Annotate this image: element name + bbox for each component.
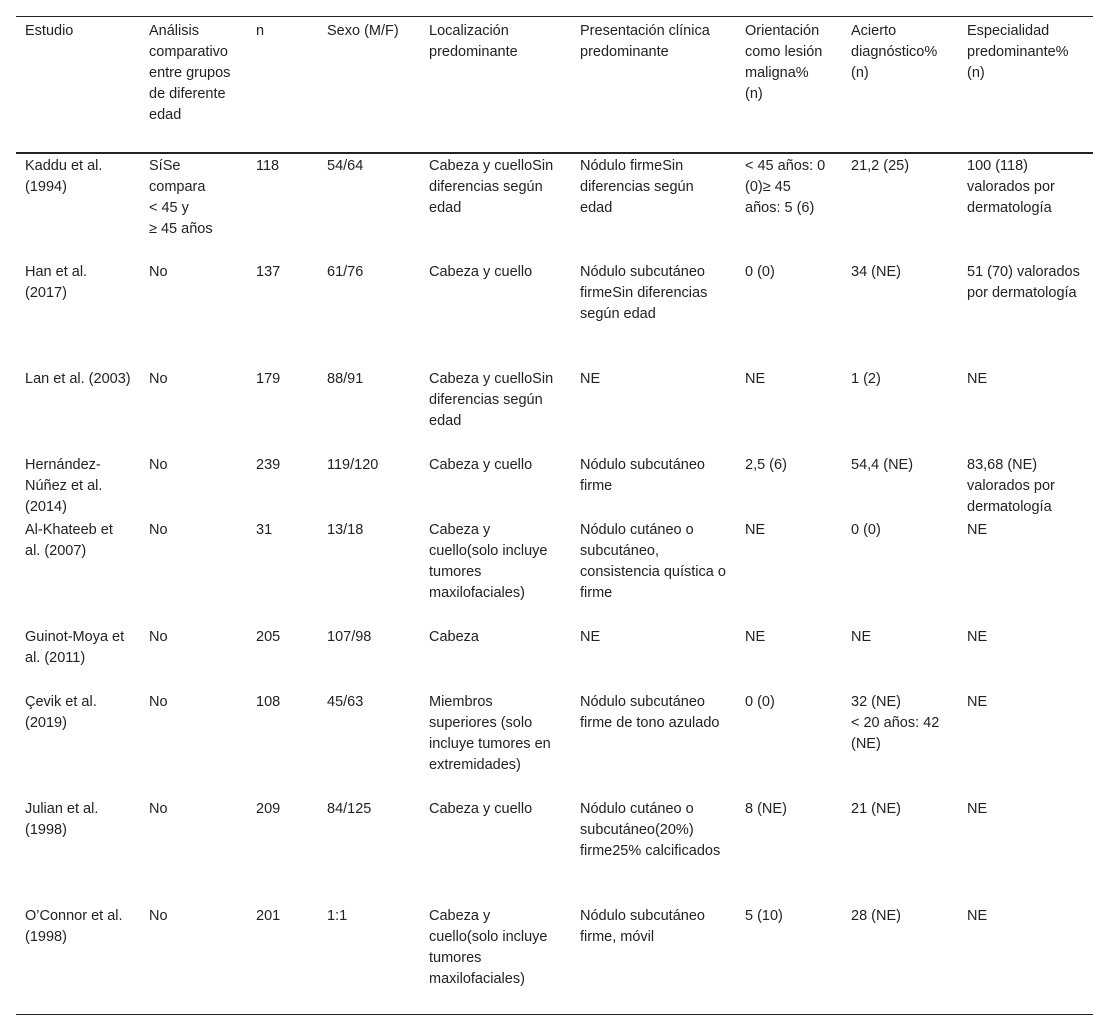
cell-acierto: 34 (NE) [851, 263, 901, 280]
header-estudio: Estudio [25, 23, 74, 39]
cell-analisis: No [149, 521, 168, 538]
cell-analisis: No [149, 456, 168, 473]
cell-acierto: 54,4 (NE) [851, 456, 914, 473]
cell-estudio: Al-Khateeb et al. (2007) [25, 521, 113, 559]
table-row [16, 453, 1093, 518]
cell-orientacion: 5 (10) [745, 907, 783, 924]
header-row [16, 17, 1093, 153]
table-row [16, 904, 1093, 1015]
cell-orientacion: NE [745, 521, 766, 538]
cell-sexo: 54/64 [327, 157, 364, 174]
cell-presentacion: NE [580, 370, 601, 387]
cell-localizacion: Cabeza y cuello [429, 800, 533, 817]
cell-estudio: Han et al. (2017) [25, 263, 88, 301]
cell-localizacion: Cabeza y cuello(solo incluye tumores maxilofaciales) [429, 907, 548, 987]
cell-localizacion: Cabeza [429, 628, 479, 645]
table-body [16, 153, 1093, 1015]
cell-presentacion: Nódulo subcutáneo firme [580, 456, 705, 494]
cell-orientacion: NE [745, 628, 766, 645]
cell-estudio: Çevik et al. (2019) [25, 693, 97, 731]
table-row [16, 625, 1093, 690]
cell-orientacion: NE [745, 370, 766, 387]
cell-sexo: 119/120 [327, 456, 379, 473]
cell-localizacion: Cabeza y cuelloSin diferencias según edad [429, 157, 554, 216]
cell-especialidad: 100 (118) valorados por dermatología [967, 157, 1055, 216]
cell-sexo: 1:1 [327, 907, 348, 924]
cell-orientacion: < 45 años: 0 (0)≥ 45 años: 5 (6) [745, 157, 826, 216]
cell-especialidad: NE [967, 521, 988, 538]
cell-n: 118 [256, 157, 280, 174]
cell-especialidad: NE [967, 628, 988, 645]
cell-presentacion: Nódulo subcutáneo firme de tono azulado [580, 693, 720, 731]
cell-estudio: Hernández-Núñez et al. (2014) [25, 456, 103, 515]
cell-orientacion: 8 (NE) [745, 800, 787, 817]
cell-analisis: No [149, 693, 168, 710]
table-row [16, 690, 1093, 797]
table-row [16, 518, 1093, 625]
cell-localizacion: Cabeza y cuello [429, 456, 533, 473]
cell-analisis: No [149, 907, 168, 924]
cell-analisis: No [149, 800, 168, 817]
table-row [16, 153, 1093, 260]
header-orientacion: Orientación como lesión maligna% (n) [745, 23, 823, 102]
table-row [16, 367, 1093, 453]
cell-n: 179 [256, 370, 281, 387]
cell-especialidad: 51 (70) valorados por dermatología [967, 263, 1080, 301]
cell-acierto: 1 (2) [851, 370, 881, 387]
cell-n: 137 [256, 263, 281, 280]
cell-acierto: 28 (NE) [851, 907, 901, 924]
cell-presentacion: Nódulo cutáneo o subcutáneo(20%) firme25% calcificados [580, 800, 721, 859]
cell-analisis: No [149, 628, 168, 645]
study-table-container [16, 16, 1093, 1015]
header-localizacion: Localización predominante [429, 23, 518, 60]
table-header [16, 17, 1093, 153]
cell-orientacion: 0 (0) [745, 693, 775, 710]
cell-especialidad: NE [967, 693, 988, 710]
cell-sexo: 107/98 [327, 628, 372, 645]
cell-sexo: 61/76 [327, 263, 364, 280]
cell-acierto: 32 (NE) < 20 años: 42 (NE) [851, 693, 940, 752]
cell-n: 31 [256, 521, 273, 538]
cell-acierto: 21,2 (25) [851, 157, 910, 174]
cell-especialidad: NE [967, 800, 988, 817]
table-row [16, 260, 1093, 367]
cell-sexo: 84/125 [327, 800, 372, 817]
header-presentacion: Presentación clínica predominante [580, 23, 710, 60]
cell-especialidad: NE [967, 370, 988, 387]
cell-sexo: 13/18 [327, 521, 364, 538]
cell-acierto: NE [851, 628, 872, 645]
cell-orientacion: 0 (0) [745, 263, 775, 280]
cell-presentacion: NE [580, 628, 601, 645]
cell-presentacion: Nódulo cutáneo o subcutáneo, consistencia quística o firme [580, 521, 726, 601]
cell-acierto: 21 (NE) [851, 800, 901, 817]
cell-sexo: 45/63 [327, 693, 364, 710]
header-analisis: Análisis comparativo entre grupos de diferente edad [149, 23, 231, 123]
cell-localizacion: Cabeza y cuello(solo incluye tumores maxilofaciales) [429, 521, 548, 601]
cell-n: 239 [256, 456, 281, 473]
header-n: n [256, 23, 265, 39]
cell-estudio: Guinot-Moya et al. (2011) [25, 628, 125, 666]
cell-estudio: Kaddu et al. (1994) [25, 157, 103, 195]
cell-especialidad: 83,68 (NE) valorados por dermatología [967, 456, 1055, 515]
cell-localizacion: Miembros superiores (solo incluye tumores en extremidades) [429, 693, 551, 773]
cell-acierto: 0 (0) [851, 521, 881, 538]
header-sexo: Sexo (M/F) [327, 23, 399, 39]
header-especialidad: Especialidad predominante% (n) [967, 23, 1069, 81]
cell-orientacion: 2,5 (6) [745, 456, 787, 473]
cell-analisis: No [149, 263, 168, 280]
cell-estudio: Lan et al. (2003) [25, 370, 131, 387]
cell-n: 209 [256, 800, 281, 817]
table-row [16, 797, 1093, 904]
cell-presentacion: Nódulo subcutáneo firme, móvil [580, 907, 705, 945]
cell-sexo: 88/91 [327, 370, 364, 387]
cell-analisis: No [149, 370, 168, 387]
header-acierto: Acierto diagnóstico% (n) [851, 23, 938, 81]
cell-estudio: Julian et al. (1998) [25, 800, 99, 838]
cell-n: 201 [256, 907, 281, 924]
cell-estudio: O’Connor et al. (1998) [25, 907, 123, 945]
cell-especialidad: NE [967, 907, 988, 924]
cell-presentacion: Nódulo subcutáneo firmeSin diferencias según edad [580, 263, 708, 322]
cell-presentacion: Nódulo firmeSin diferencias según edad [580, 157, 694, 216]
cell-n: 205 [256, 628, 281, 645]
study-table [16, 16, 1093, 1015]
cell-localizacion: Cabeza y cuello [429, 263, 533, 280]
cell-localizacion: Cabeza y cuelloSin diferencias según edad [429, 370, 554, 429]
cell-n: 108 [256, 693, 281, 710]
cell-analisis: SíSe compara < 45 y ≥ 45 años [149, 157, 213, 237]
